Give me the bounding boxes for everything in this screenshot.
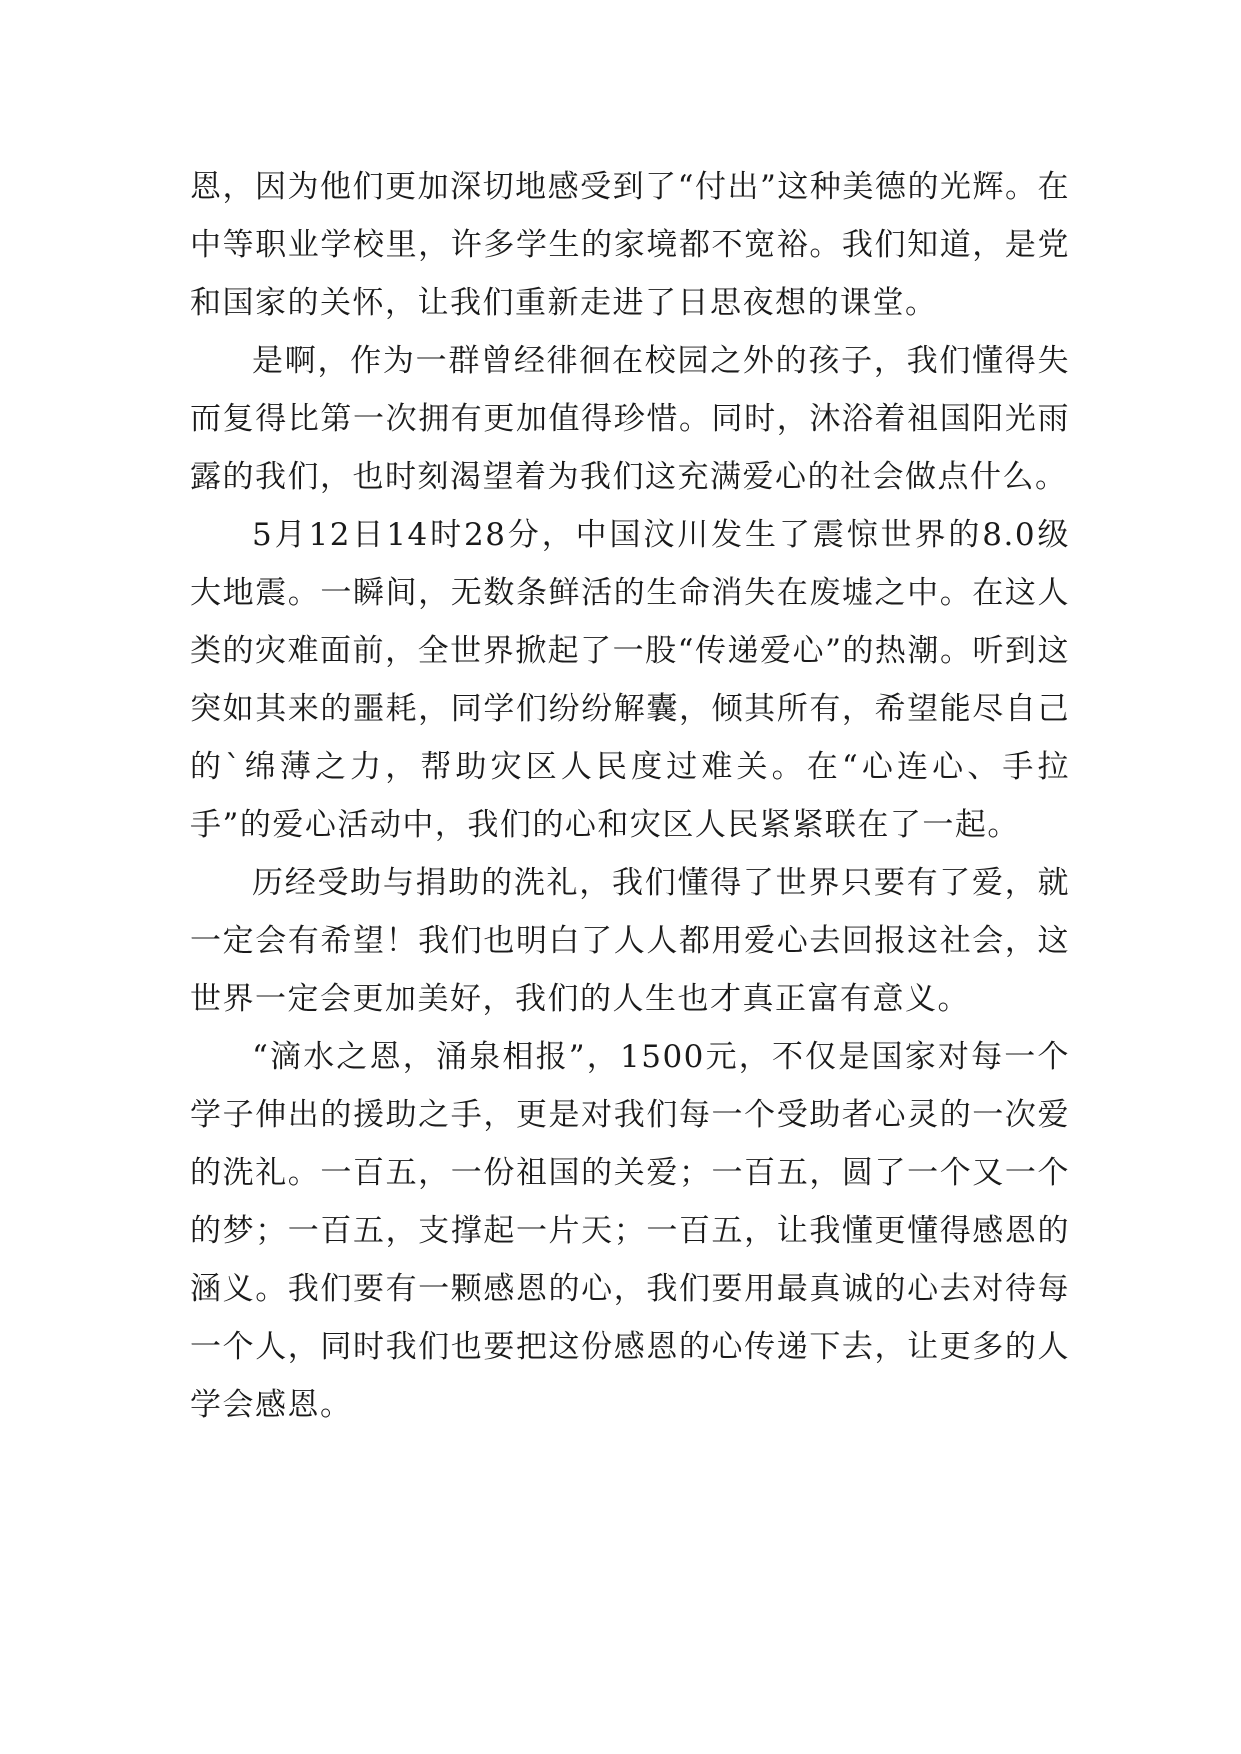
- document-body: [190, 158, 1070, 1434]
- paragraph-1: 恩，因为他们更加深切地感受到了“付出”这种美德的光辉。在中等职业学校里，许多学生的家境都不宽裕。我们知道，是党和国家的关怀，让我们重新走进了日思夜想的课堂。: [190, 169, 1070, 321]
- paragraph-5: “滴水之恩，涌泉相报”，1500元，不仅是国家对每一个学子伸出的援助之手，更是对我们每一个受助者心灵的一次爱的洗礼。一百五，一份祖国的关爱；一百五，圆了一个又一个的梦；一百五，支撑起一片天；一百五，让我懂更懂得感恩的涵义。我们要有一颗感恩的心，我们要用最真诚的心去对待每一个人，同时我们也要把这份感恩的心传递下去，让更多的人学会感恩。: [190, 1039, 1070, 1423]
- paragraph-2: 是啊，作为一群曾经徘徊在校园之外的孩子，我们懂得失而复得比第一次拥有更加值得珍惜。同时，沐浴着祖国阳光雨露的我们，也时刻渴望着为我们这充满爱心的社会做点什么。: [190, 343, 1070, 495]
- paragraph-4: 历经受助与捐助的洗礼，我们懂得了世界只要有了爱，就一定会有希望！我们也明白了人人都用爱心去回报这社会，这世界一定会更加美好，我们的人生也才真正富有意义。: [190, 865, 1070, 1017]
- paragraph-3: 5月12日14时28分，中国汶川发生了震惊世界的8.0级大地震。一瞬间，无数条鲜活的生命消失在废墟之中。在这人类的灾难面前，全世界掀起了一股“传递爱心”的热潮。听到这突如其来的噩耗，同学们纷纷解囊，倾其所有，希望能尽自己的`绵薄之力，帮助灾区人民度过难关。在“心连心、手拉手”的爱心活动中，我们的心和灾区人民紧紧联在了一起。: [190, 517, 1070, 843]
